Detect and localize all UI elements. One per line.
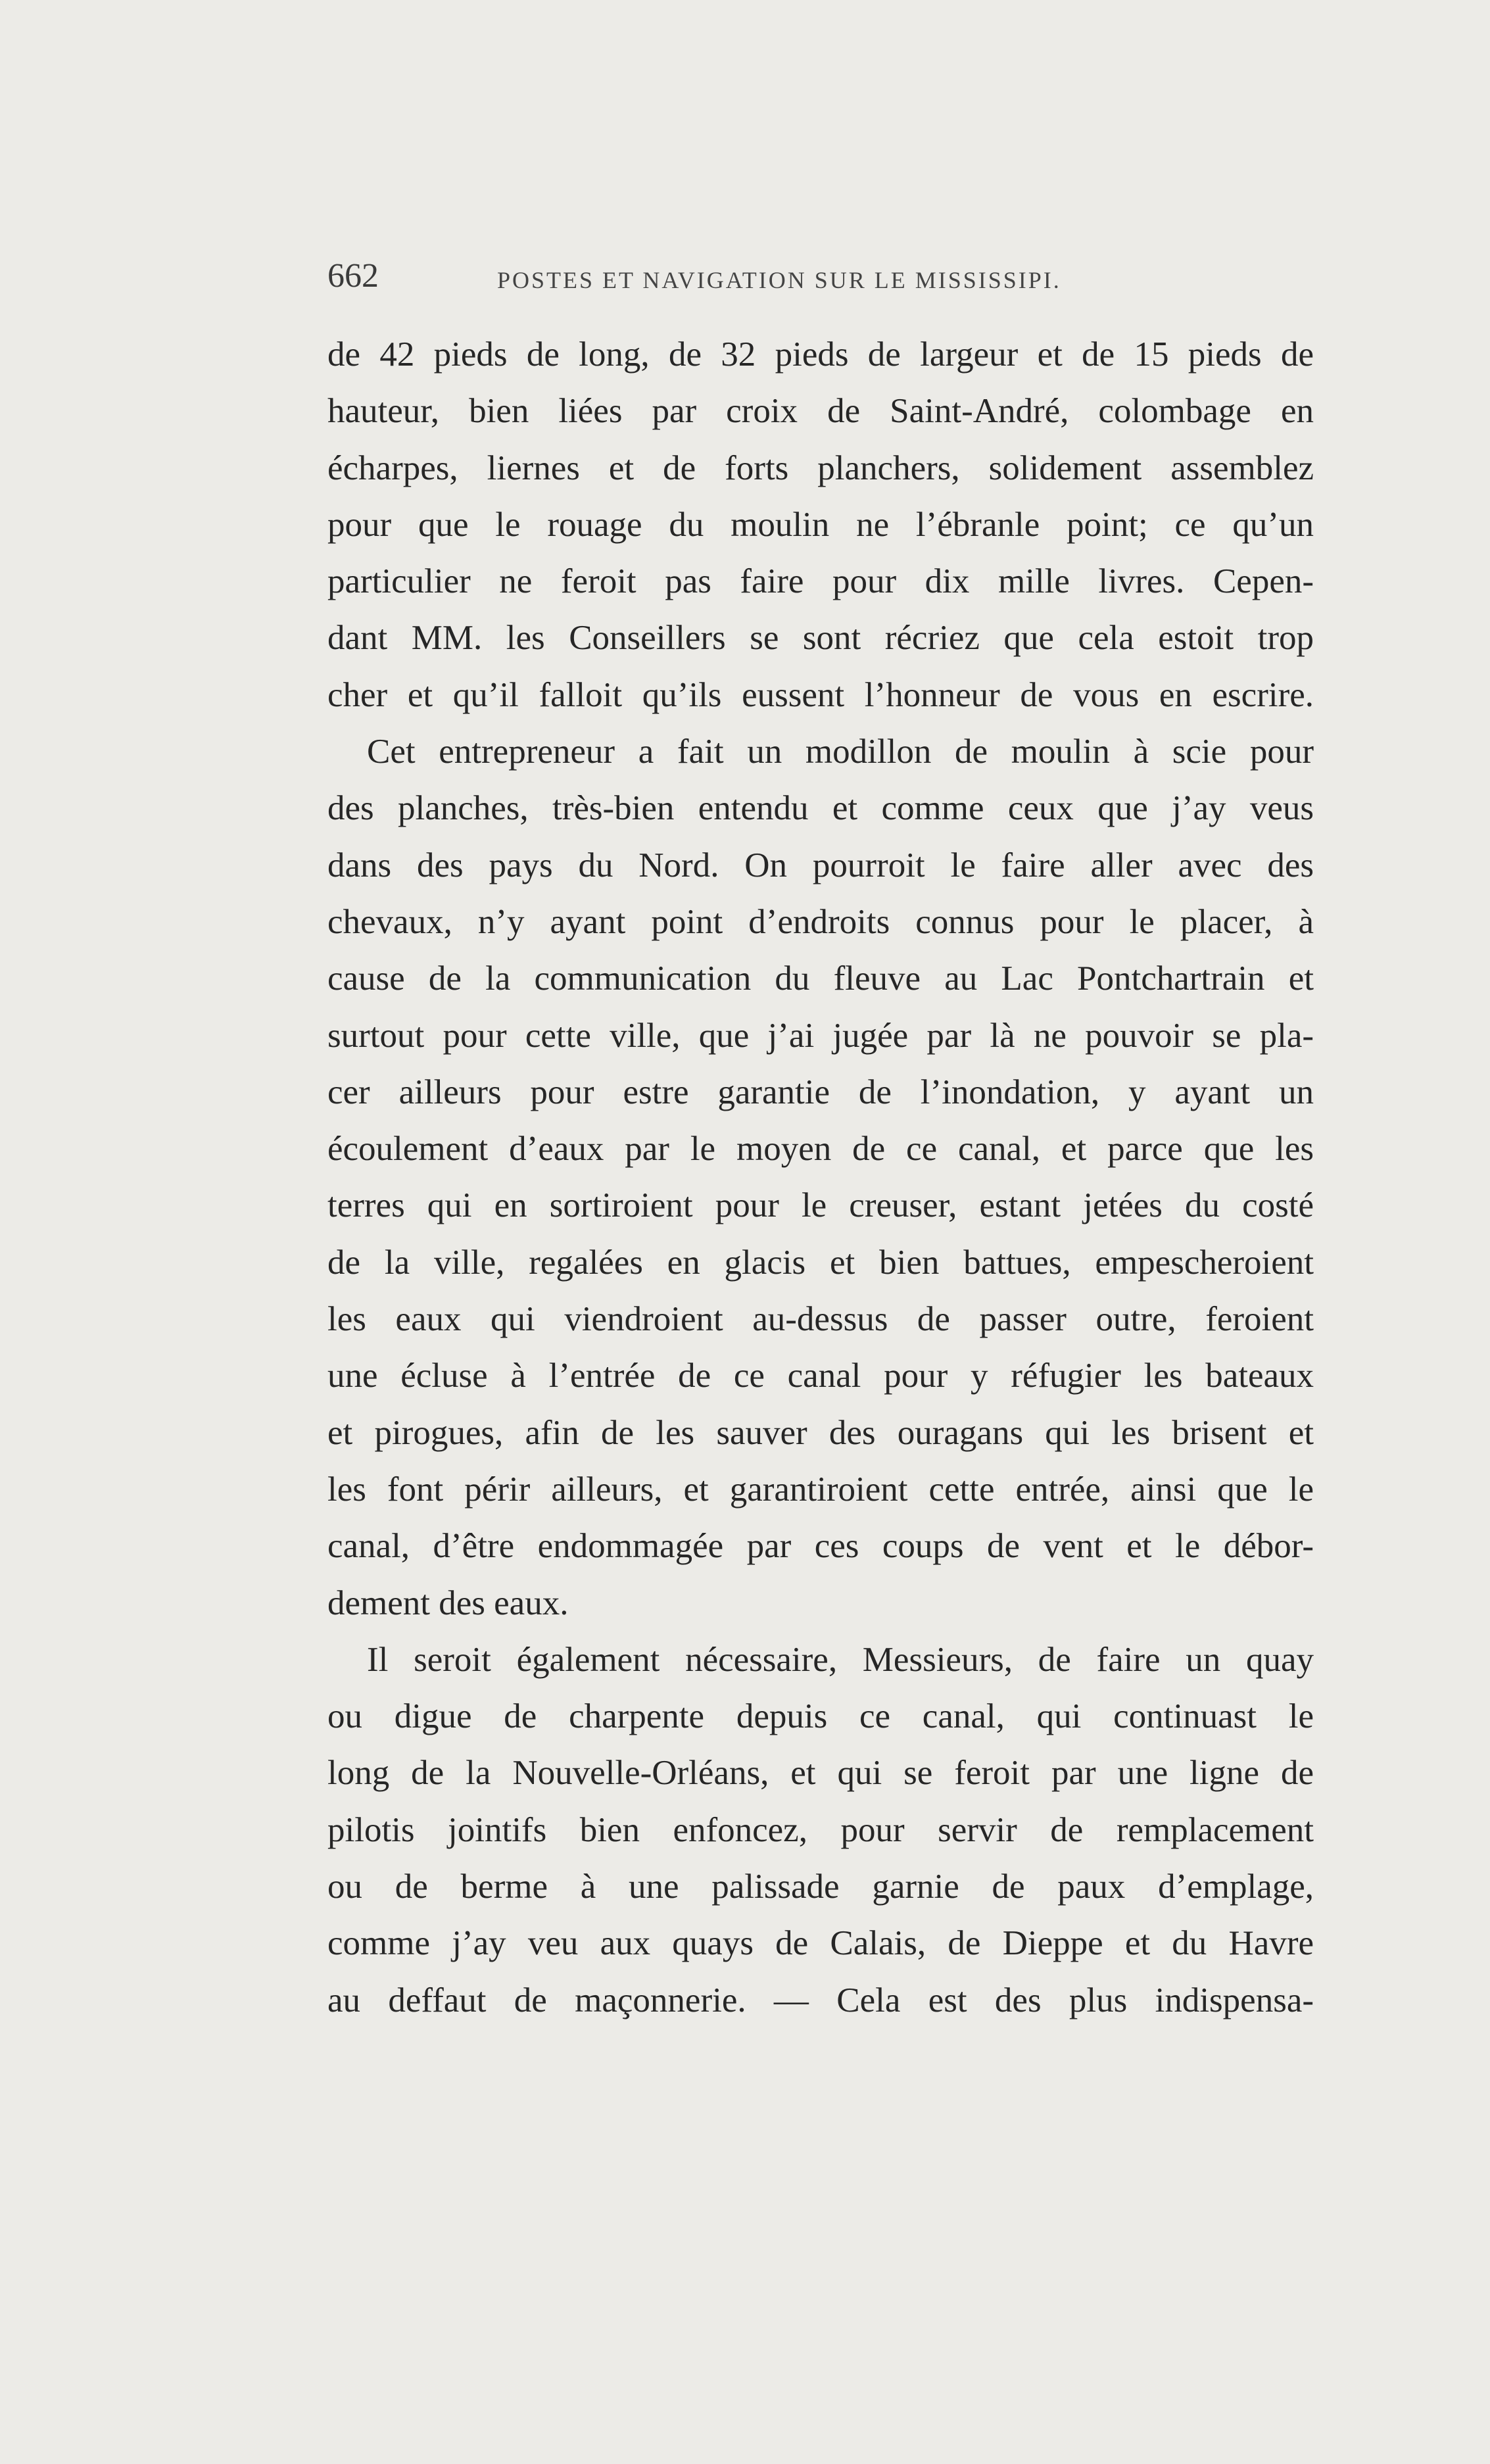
text-line: de la ville, regalées en glacis et bien battues, empescheroient <box>327 1243 1314 1282</box>
page-number: 662 <box>327 257 379 295</box>
text-line: dement des eaux. <box>327 1583 569 1622</box>
text-line: cer ailleurs pour estre garantie de l’inondation, y ayant un <box>327 1073 1314 1111</box>
text-line: une écluse à l’entrée de ce canal pour y réfugier les bateaux <box>327 1357 1314 1395</box>
text-line: pilotis jointifs bien enfoncez, pour servir de remplacement <box>327 1810 1314 1849</box>
text-line: comme j’ay veu aux quays de Calais, de Dieppe et du Havre <box>327 1924 1314 1963</box>
running-head <box>327 250 1320 302</box>
text-line: terres qui en sortiroient pour le creuser, estant jetées du costé <box>327 1186 1314 1225</box>
text-line: surtout pour cette ville, que j’ai jugée par là ne pouvoir se pla- <box>327 1016 1314 1055</box>
text-line: dans des pays du Nord. On pourroit le faire aller avec des <box>327 846 1314 884</box>
text-line: au deffaut de maçonnerie. — Cela est des plus indispensa- <box>327 1981 1314 2019</box>
text-line: cher et qu’il falloit qu’ils eussent l’honneur de vous en escrire. <box>327 675 1314 714</box>
text-line: hauteur, bien liées par croix de Saint-André, colombage en <box>327 392 1314 431</box>
text-line: écharpes, liernes et de forts planchers, solidement assemblez <box>327 448 1314 487</box>
text-line: cause de la communication du fleuve au Lac Pontchartrain et <box>327 959 1314 998</box>
running-title: POSTES ET NAVIGATION SUR LE MISSISSIPI. <box>497 267 1061 293</box>
text-line: les font périr ailleurs, et garantiroient cette entrée, ainsi que le <box>327 1470 1314 1509</box>
text-line: ou digue de charpente depuis ce canal, qui continuast le <box>327 1697 1314 1736</box>
text-line: de 42 pieds de long, de 32 pieds de largeur et de 15 pieds de <box>327 335 1314 374</box>
text-line: Cet entrepreneur a fait un modillon de moulin à scie pour <box>367 733 1314 771</box>
text-line: Il seroit également nécessaire, Messieurs, de faire un quay <box>367 1640 1314 1679</box>
text-line: et pirogues, afin de les sauver des ouragans qui les brisent et <box>327 1413 1314 1452</box>
text-line: chevaux, n’y ayant point d’endroits connus pour le placer, à <box>327 902 1314 941</box>
text-line: des planches, très-bien entendu et comme ceux que j’ay veus <box>327 789 1314 828</box>
text-line: long de la Nouvelle-Orléans, et qui se feroit par une ligne de <box>327 1754 1314 1793</box>
text-line: ou de berme à une palissade garnie de paux d’emplage, <box>327 1868 1314 1906</box>
text-line: écoulement d’eaux par le moyen de ce canal, et parce que les <box>327 1130 1314 1169</box>
text-line: dant MM. les Conseillers se sont récriez que cela estoit trop <box>327 619 1314 658</box>
text-line: canal, d’être endommagée par ces coups de vent et le débor- <box>327 1527 1314 1566</box>
text-line: les eaux qui viendroient au-dessus de passer outre, feroient <box>327 1300 1314 1339</box>
text-line: pour que le rouage du moulin ne l’ébranle point; ce qu’un <box>327 505 1314 544</box>
body-text <box>327 326 1314 2029</box>
text-line: particulier ne feroit pas faire pour dix mille livres. Cepen- <box>327 562 1314 601</box>
